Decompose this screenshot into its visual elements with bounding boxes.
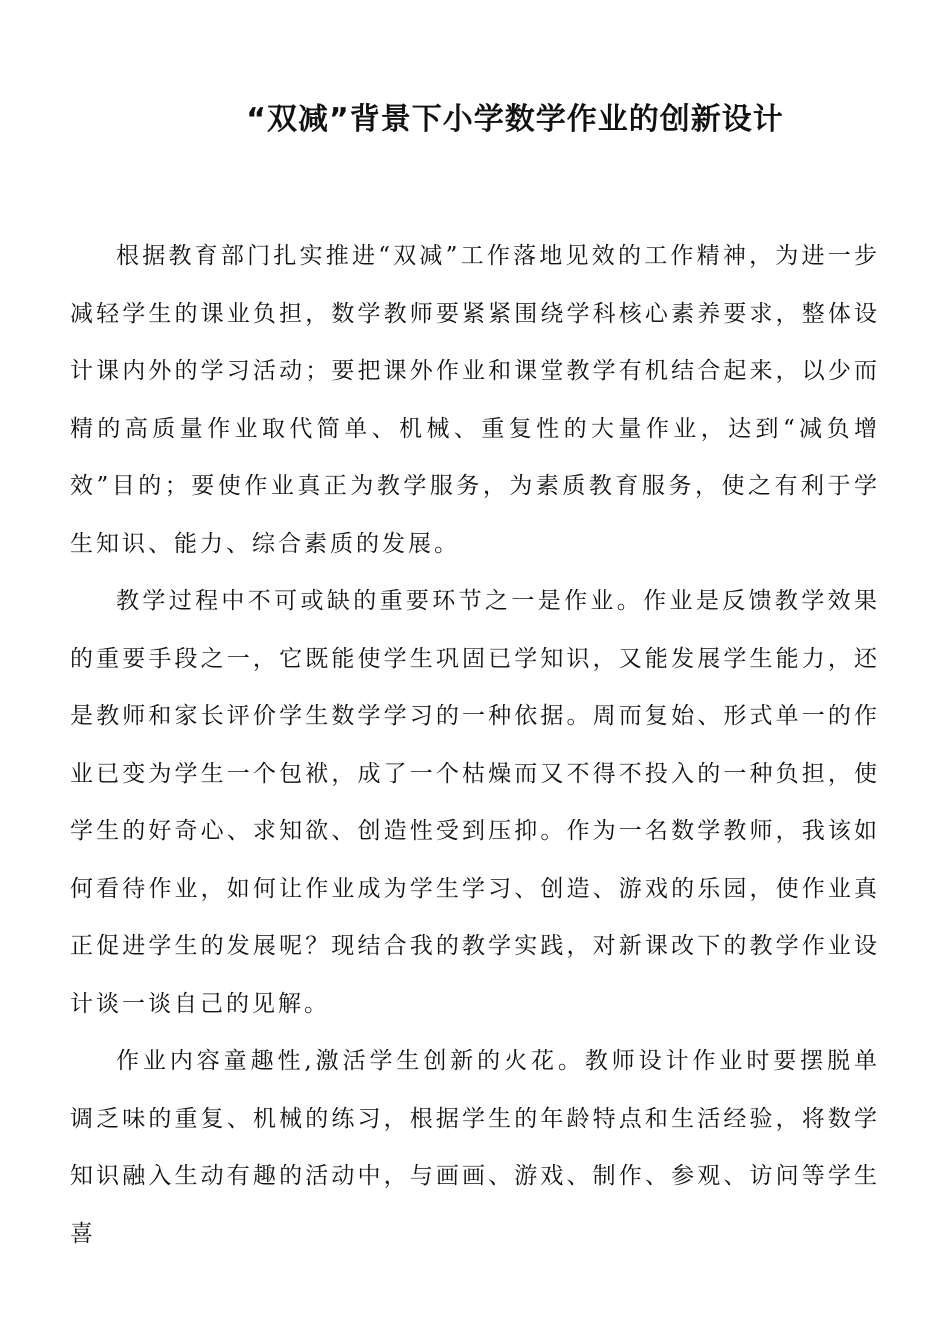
- document-body: [70, 228, 880, 1263]
- paragraph-1: 根据教育部门扎实推进“双减”工作落地见效的工作精神，为进一步减轻学生的课业负担，数学教师要紧紧围绕学科核心素养要求，整体设计课内外的学习活动；要把课外作业和课堂教学有机结合起来，以少而精的高质量作业取代简单、机械、重复性的大量作业，达到“减负增效”目的；要使作业真正为教学服务，为素质教育服务，使之有利于学生知识、能力、综合素质的发展。: [70, 243, 880, 557]
- paragraph-3: 作业内容童趣性,激活学生创新的火花。教师设计作业时要摆脱单调乏味的重复、机械的练习，根据学生的年龄特点和生活经验，将数学知识融入生动有趣的活动中，与画画、游戏、制作、参观、访问等学生喜: [70, 1048, 880, 1247]
- paragraph-2: 教学过程中不可或缺的重要环节之一是作业。作业是反馈教学效果的重要手段之一，它既能使学生巩固已学知识，又能发展学生能力，还是教师和家长评价学生数学学习的一种依据。周而复始、形式单一的作业已变为学生一个包袱，成了一个枯燥而又不得不投入的一种负担，使学生的好奇心、求知欲、创造性受到压抑。作为一名数学教师，我该如何看待作业，如何让作业成为学生学习、创造、游戏的乐园，使作业真正促进学生的发展呢？现结合我的教学实践，对新课改下的教学作业设计谈一谈自己的见解。: [70, 588, 880, 1017]
- document-title: “双减”背景下小学数学作业的创新设计: [246, 102, 784, 137]
